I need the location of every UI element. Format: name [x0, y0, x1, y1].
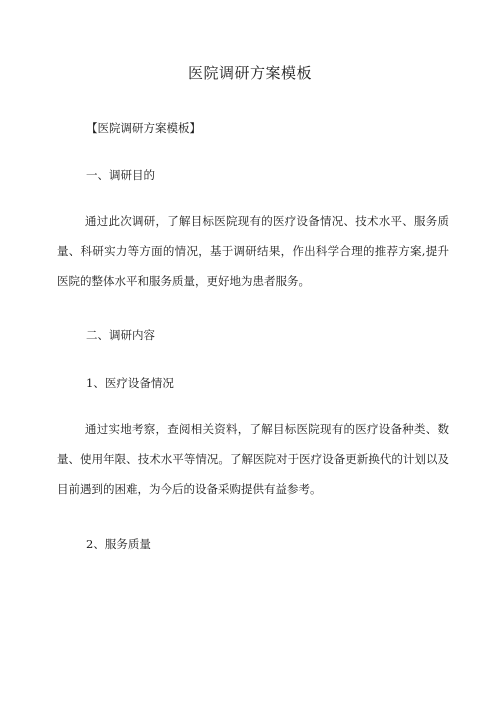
section-heading-purpose: 一、调研目的 — [86, 168, 155, 182]
section-heading-content: 二、调研内容 — [86, 328, 155, 342]
subsection-heading-service-quality: 2、服务质量 — [86, 537, 151, 551]
paragraph-equipment: 通过实地考察，查阅相关资料，了解目标医院现有的医疗设备种类、数量、使用年限、技术水平等情况。了解医院对于医疗设备更新换代的计划以及目前遇到的困难，为今后的设备采购提供有益参考。 — [57, 422, 449, 496]
document-subtitle: 【医院调研方案模板】 — [86, 121, 201, 135]
document-title: 医院调研方案模板 — [187, 64, 312, 82]
paragraph-purpose: 通过此次调研，了解目标医院现有的医疗设备情况、技术水平、服务质量、科研实力等方面的情况，基于调研结果，作出科学合理的推荐方案,提升医院的整体水平和服务质量，更好地为患者服务。 — [57, 214, 449, 288]
subsection-heading-equipment: 1、医疗设备情况 — [86, 376, 174, 390]
